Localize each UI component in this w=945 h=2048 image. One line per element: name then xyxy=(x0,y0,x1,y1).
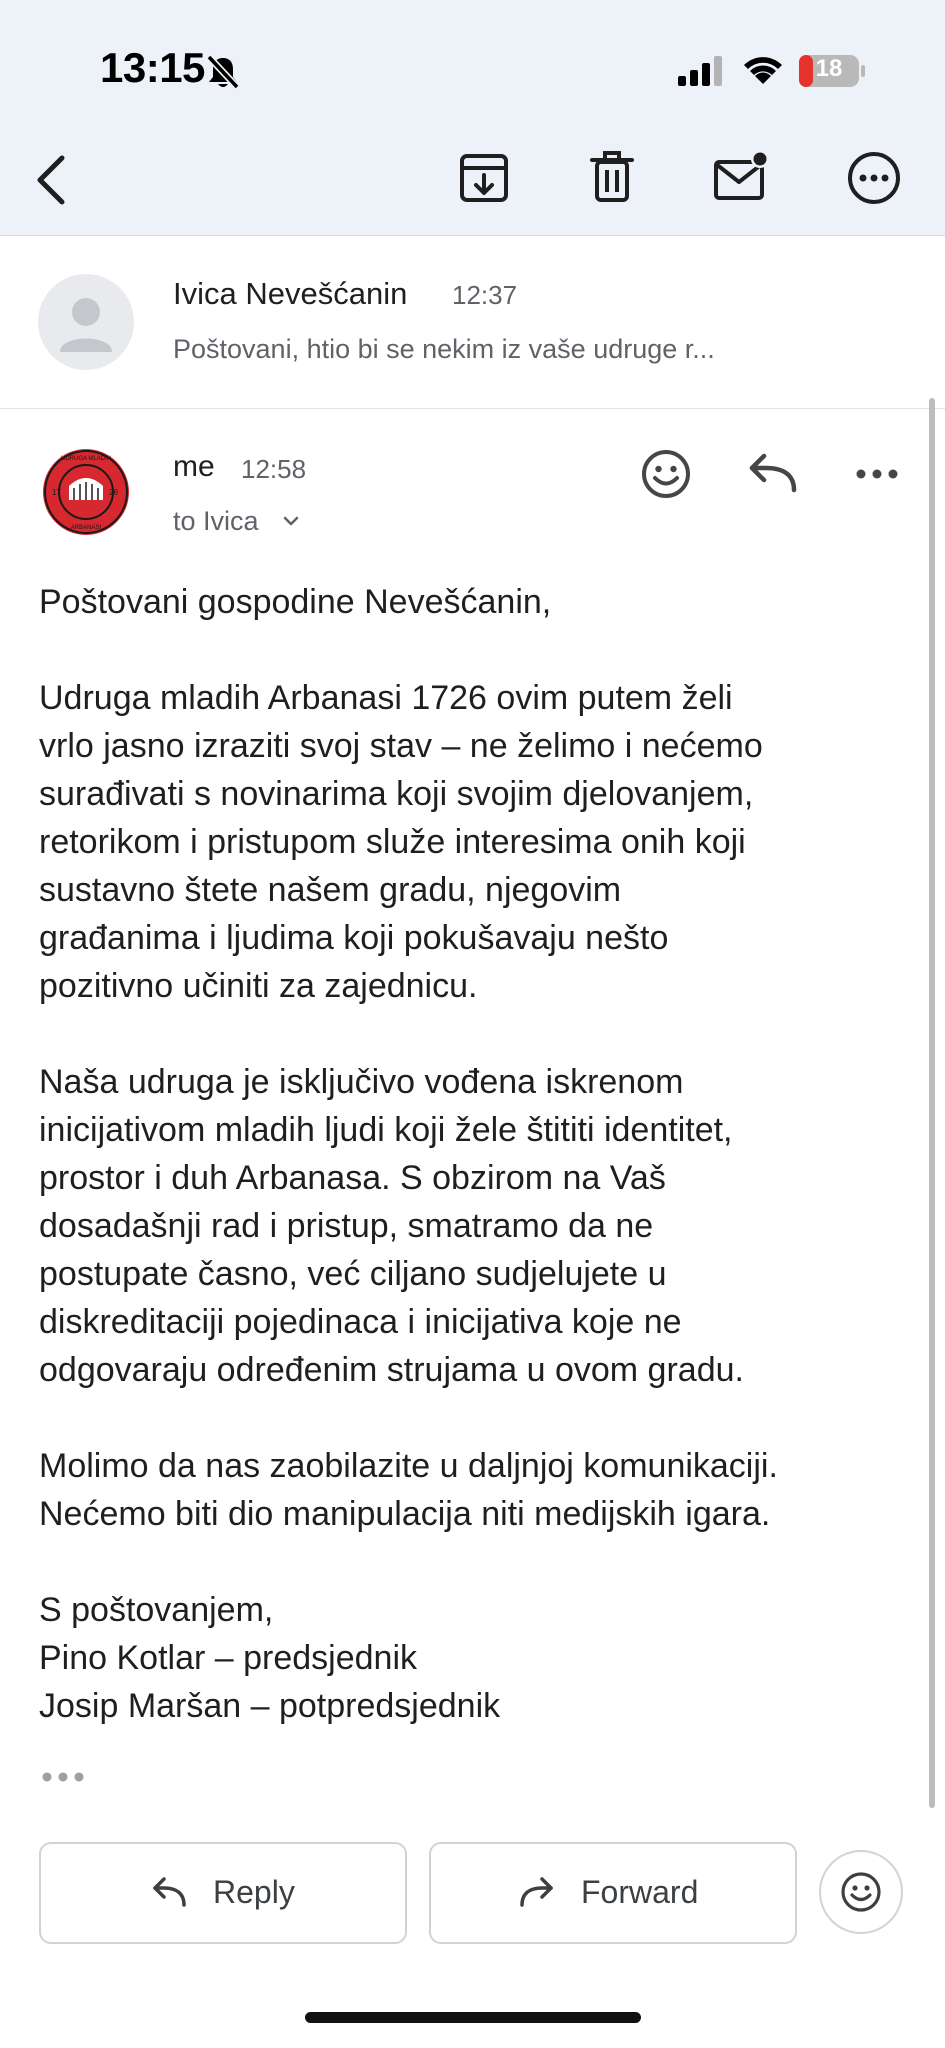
recipients-toggle[interactable]: to Ivica xyxy=(173,506,259,536)
more-horizontal-icon[interactable] xyxy=(846,150,902,206)
avatar xyxy=(38,274,134,370)
message-time: 12:58 xyxy=(241,454,307,484)
sender-name: Ivica Nevešćanin xyxy=(173,276,408,311)
archive-icon[interactable] xyxy=(458,150,510,206)
forward-label: Forward xyxy=(581,1874,699,1910)
chevron-down-icon[interactable] xyxy=(282,514,300,528)
message-body xyxy=(39,578,919,1730)
body-paragraph xyxy=(39,1586,919,1730)
logo-text-bottom: ARBANASI xyxy=(70,525,102,531)
battery-level: 18 xyxy=(815,55,843,82)
body-line: retorikom i pristupom služe interesima onih koji xyxy=(39,823,746,861)
body-paragraph xyxy=(39,1058,919,1394)
body-line: dosadašnji rad i pristup, smatramo da ne xyxy=(39,1207,654,1245)
body-line: sustavno štete našem gradu, njegovim xyxy=(39,871,622,909)
avatar xyxy=(42,448,130,536)
trash-icon[interactable] xyxy=(588,150,636,206)
more-vert-icon[interactable] xyxy=(854,464,900,484)
logo-text-left: 17 xyxy=(52,488,61,497)
forward-button[interactable] xyxy=(429,1842,797,1944)
scrollbar[interactable] xyxy=(929,398,935,1808)
reply-icon xyxy=(151,1876,187,1908)
back-arrow-icon[interactable] xyxy=(30,152,74,208)
message-snippet: Poštovani, htio bi se nekim iz vaše udruge r... xyxy=(173,334,715,364)
wifi-icon xyxy=(741,52,785,86)
body-line: diskreditaciji pojedinaca i inicijativa koje ne xyxy=(39,1303,682,1341)
reply-label: Reply xyxy=(213,1874,295,1910)
mark-unread-icon[interactable] xyxy=(712,150,772,206)
status-time: 13:15 xyxy=(100,44,205,91)
body-line: Nećemo biti dio manipulacija niti medijskih igara. xyxy=(39,1495,771,1533)
thread-message-collapsed[interactable] xyxy=(0,236,945,409)
body-line: Josip Maršan – potpredsjednik xyxy=(39,1687,501,1725)
message-time: 12:37 xyxy=(452,280,518,310)
person-icon xyxy=(38,274,134,370)
body-line: pozitivno učiniti za zajednicu. xyxy=(39,967,478,1005)
sender-name: me xyxy=(173,450,215,483)
body-line: Pino Kotlar – predsjednik xyxy=(39,1639,418,1677)
body-line: postupate časno, već ciljano sudjelujete u xyxy=(39,1255,667,1293)
forward-icon xyxy=(519,1876,555,1908)
top-bar xyxy=(0,0,945,236)
body-paragraph xyxy=(39,1442,919,1538)
body-line: S poštovanjem, xyxy=(39,1591,274,1629)
emoji-reaction-icon[interactable] xyxy=(640,448,692,500)
add-reaction-button[interactable] xyxy=(819,1850,903,1934)
home-indicator[interactable] xyxy=(305,2012,641,2023)
body-line: inicijativom mladih ljudi koji žele štititi identitet, xyxy=(39,1111,733,1149)
body-line: Udruga mladih Arbanasi 1726 ovim putem želi xyxy=(39,679,733,717)
show-trimmed-content-icon[interactable] xyxy=(41,1770,85,1784)
cellular-signal-icon xyxy=(678,56,724,86)
body-line: odgovaraju određenim strujama u ovom gradu. xyxy=(39,1351,744,1389)
body-line: građanima i ljudima koji pokušavaju nešto xyxy=(39,919,669,957)
body-paragraph xyxy=(39,674,919,1010)
logo-text-top: UDRUGA MLADIH xyxy=(60,456,112,462)
body-line: prostor i duh Arbanasa. S obzirom na Vaš xyxy=(39,1159,666,1197)
body-line: vrlo jasno izraziti svoj stav – ne želimo i nećemo xyxy=(39,727,763,765)
body-line: Naša udruga je isključivo vođena iskrenom xyxy=(39,1063,684,1101)
body-line: Poštovani gospodine Nevešćanin, xyxy=(39,583,552,621)
logo-text-right: 26 xyxy=(109,488,118,497)
body-line: surađivati s novinarima koji svojim djelovanjem, xyxy=(39,775,754,813)
body-paragraph xyxy=(39,578,919,626)
body-line: Molimo da nas zaobilazite u daljnjoj komunikaciji. xyxy=(39,1447,778,1485)
reply-icon[interactable] xyxy=(746,452,798,496)
reply-button[interactable] xyxy=(39,1842,407,1944)
emoji-reaction-icon xyxy=(840,1871,882,1913)
bell-off-icon xyxy=(206,54,240,90)
